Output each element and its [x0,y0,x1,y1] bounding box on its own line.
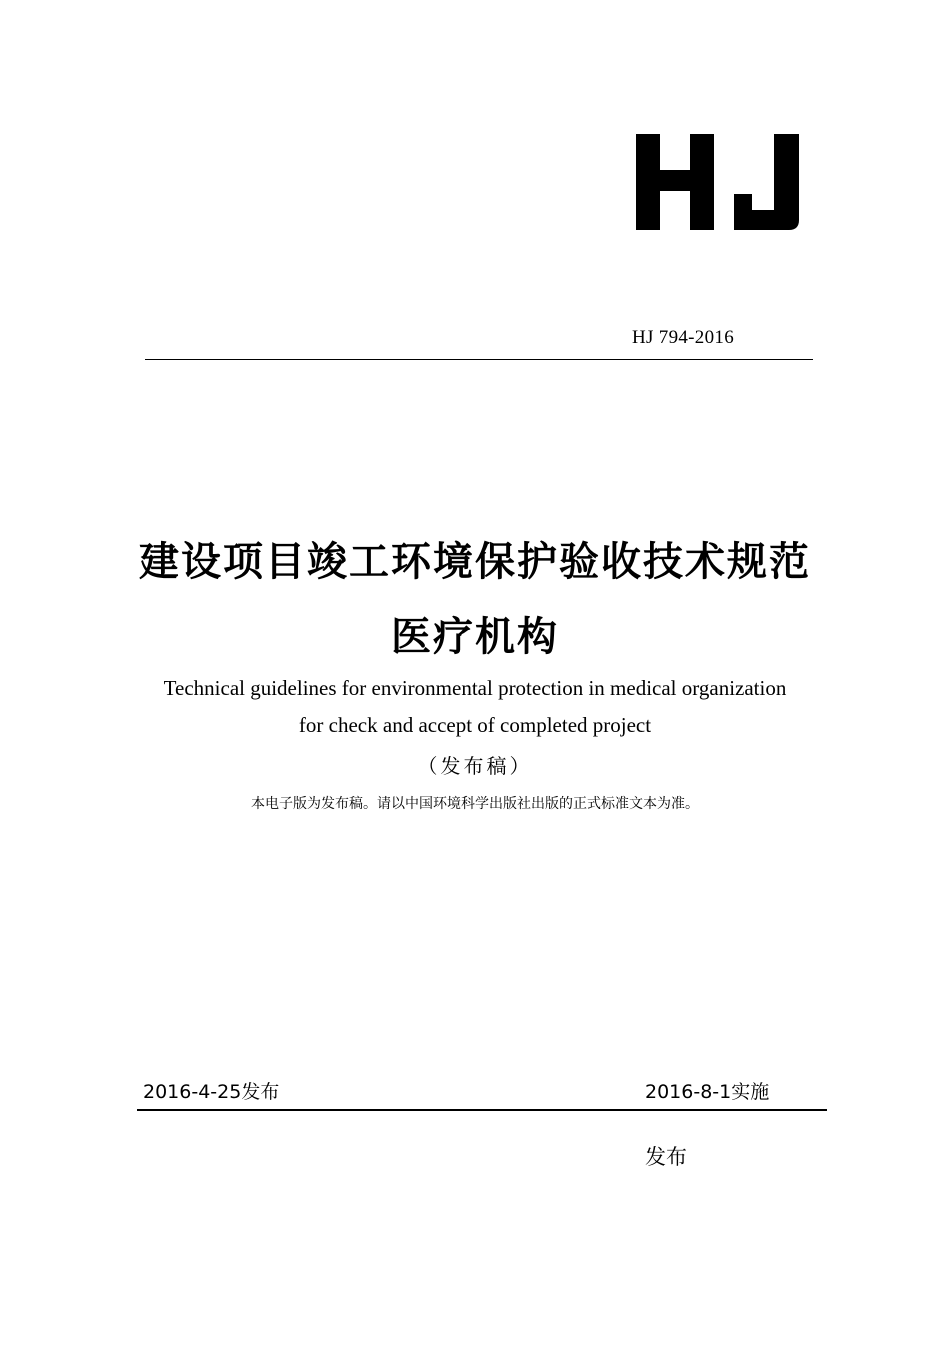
draft-label: （发布稿） [417,754,533,778]
issuer-label: 发布 [645,1145,687,1169]
title-cn-line1: 建设项目竣工环境保护验收技术规范 [139,539,811,585]
standard-number: HJ 794-2016 [632,327,734,348]
effective-date: 2016-8-1实施 [645,1081,770,1103]
title-cn-line2: 医疗机构 [391,614,559,660]
header-divider [145,359,813,360]
title-en-line2: for check and accept of completed project [298,713,652,737]
title-en-line1: Technical guidelines for environmental protection in medical organization [163,676,787,700]
hj-logo [622,122,812,242]
publish-date: 2016-4-25发布 [143,1081,280,1103]
edition-note: 本电子版为发布稿。请以中国环境科学出版社出版的正式标准文本为准。 [251,796,699,812]
footer-divider [137,1109,827,1111]
